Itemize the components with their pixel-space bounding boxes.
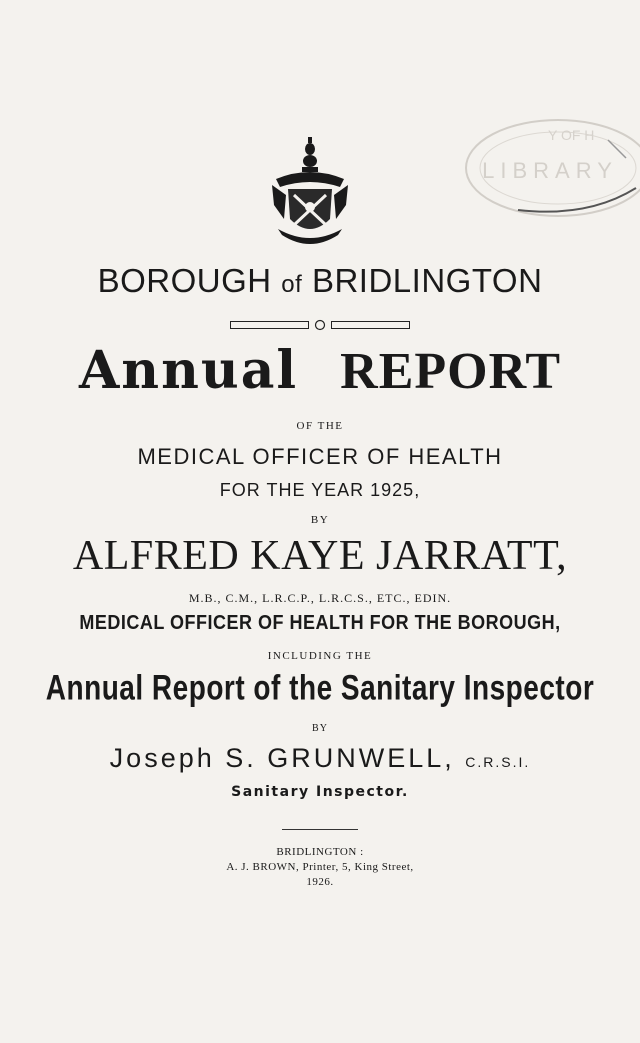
- author-role: MEDICAL OFFICER OF HEALTH FOR THE BOROUGH,: [79, 610, 561, 634]
- author-name: ALFRED KAYE JARRATT,: [72, 533, 568, 579]
- year-line: FOR THE YEAR 1925,: [219, 480, 421, 500]
- divider: [282, 829, 358, 830]
- library-stamp-text: LIBRARY: [482, 158, 618, 183]
- by-line: BY: [310, 514, 330, 526]
- annual-report-heading: [0, 340, 640, 401]
- borough-place: BRIDLINGTON: [311, 262, 543, 299]
- borough-crest-icon: [268, 135, 352, 253]
- by-line-2: BY: [312, 723, 328, 734]
- imprint-place: BRIDLINGTON :: [276, 846, 364, 858]
- author-qualifications: M.B., C.M., L.R.C.P., L.R.C.S., ETC., EDIN.: [188, 591, 452, 605]
- ornamental-rule: [230, 318, 410, 332]
- officer-line: MEDICAL OFFICER OF HEALTH: [137, 444, 503, 469]
- inspector-title: Sanitary Inspector.: [231, 784, 409, 800]
- inspector-qualifications: C.R.S.I.: [465, 754, 531, 770]
- imprint-year: 1926.: [306, 876, 334, 888]
- sanitary-report-heading: Annual Report of the Sanitary Inspector: [45, 668, 595, 707]
- of-the-line: OF THE: [296, 420, 344, 432]
- report-word: REPORT: [340, 343, 562, 400]
- svg-text:Y OF H: Y OF H: [548, 127, 595, 143]
- borough-of: of: [281, 271, 303, 298]
- borough-word: BOROUGH: [97, 262, 272, 299]
- inspector-name-text: Joseph S. GRUNWELL,: [109, 743, 455, 773]
- imprint-printer: A. J. BROWN, Printer, 5, King Street,: [226, 861, 414, 873]
- annual-word: Annual: [78, 340, 299, 401]
- inspector-name: [0, 743, 640, 774]
- borough-heading: [0, 262, 640, 300]
- including-line: INCLUDING THE: [267, 650, 373, 662]
